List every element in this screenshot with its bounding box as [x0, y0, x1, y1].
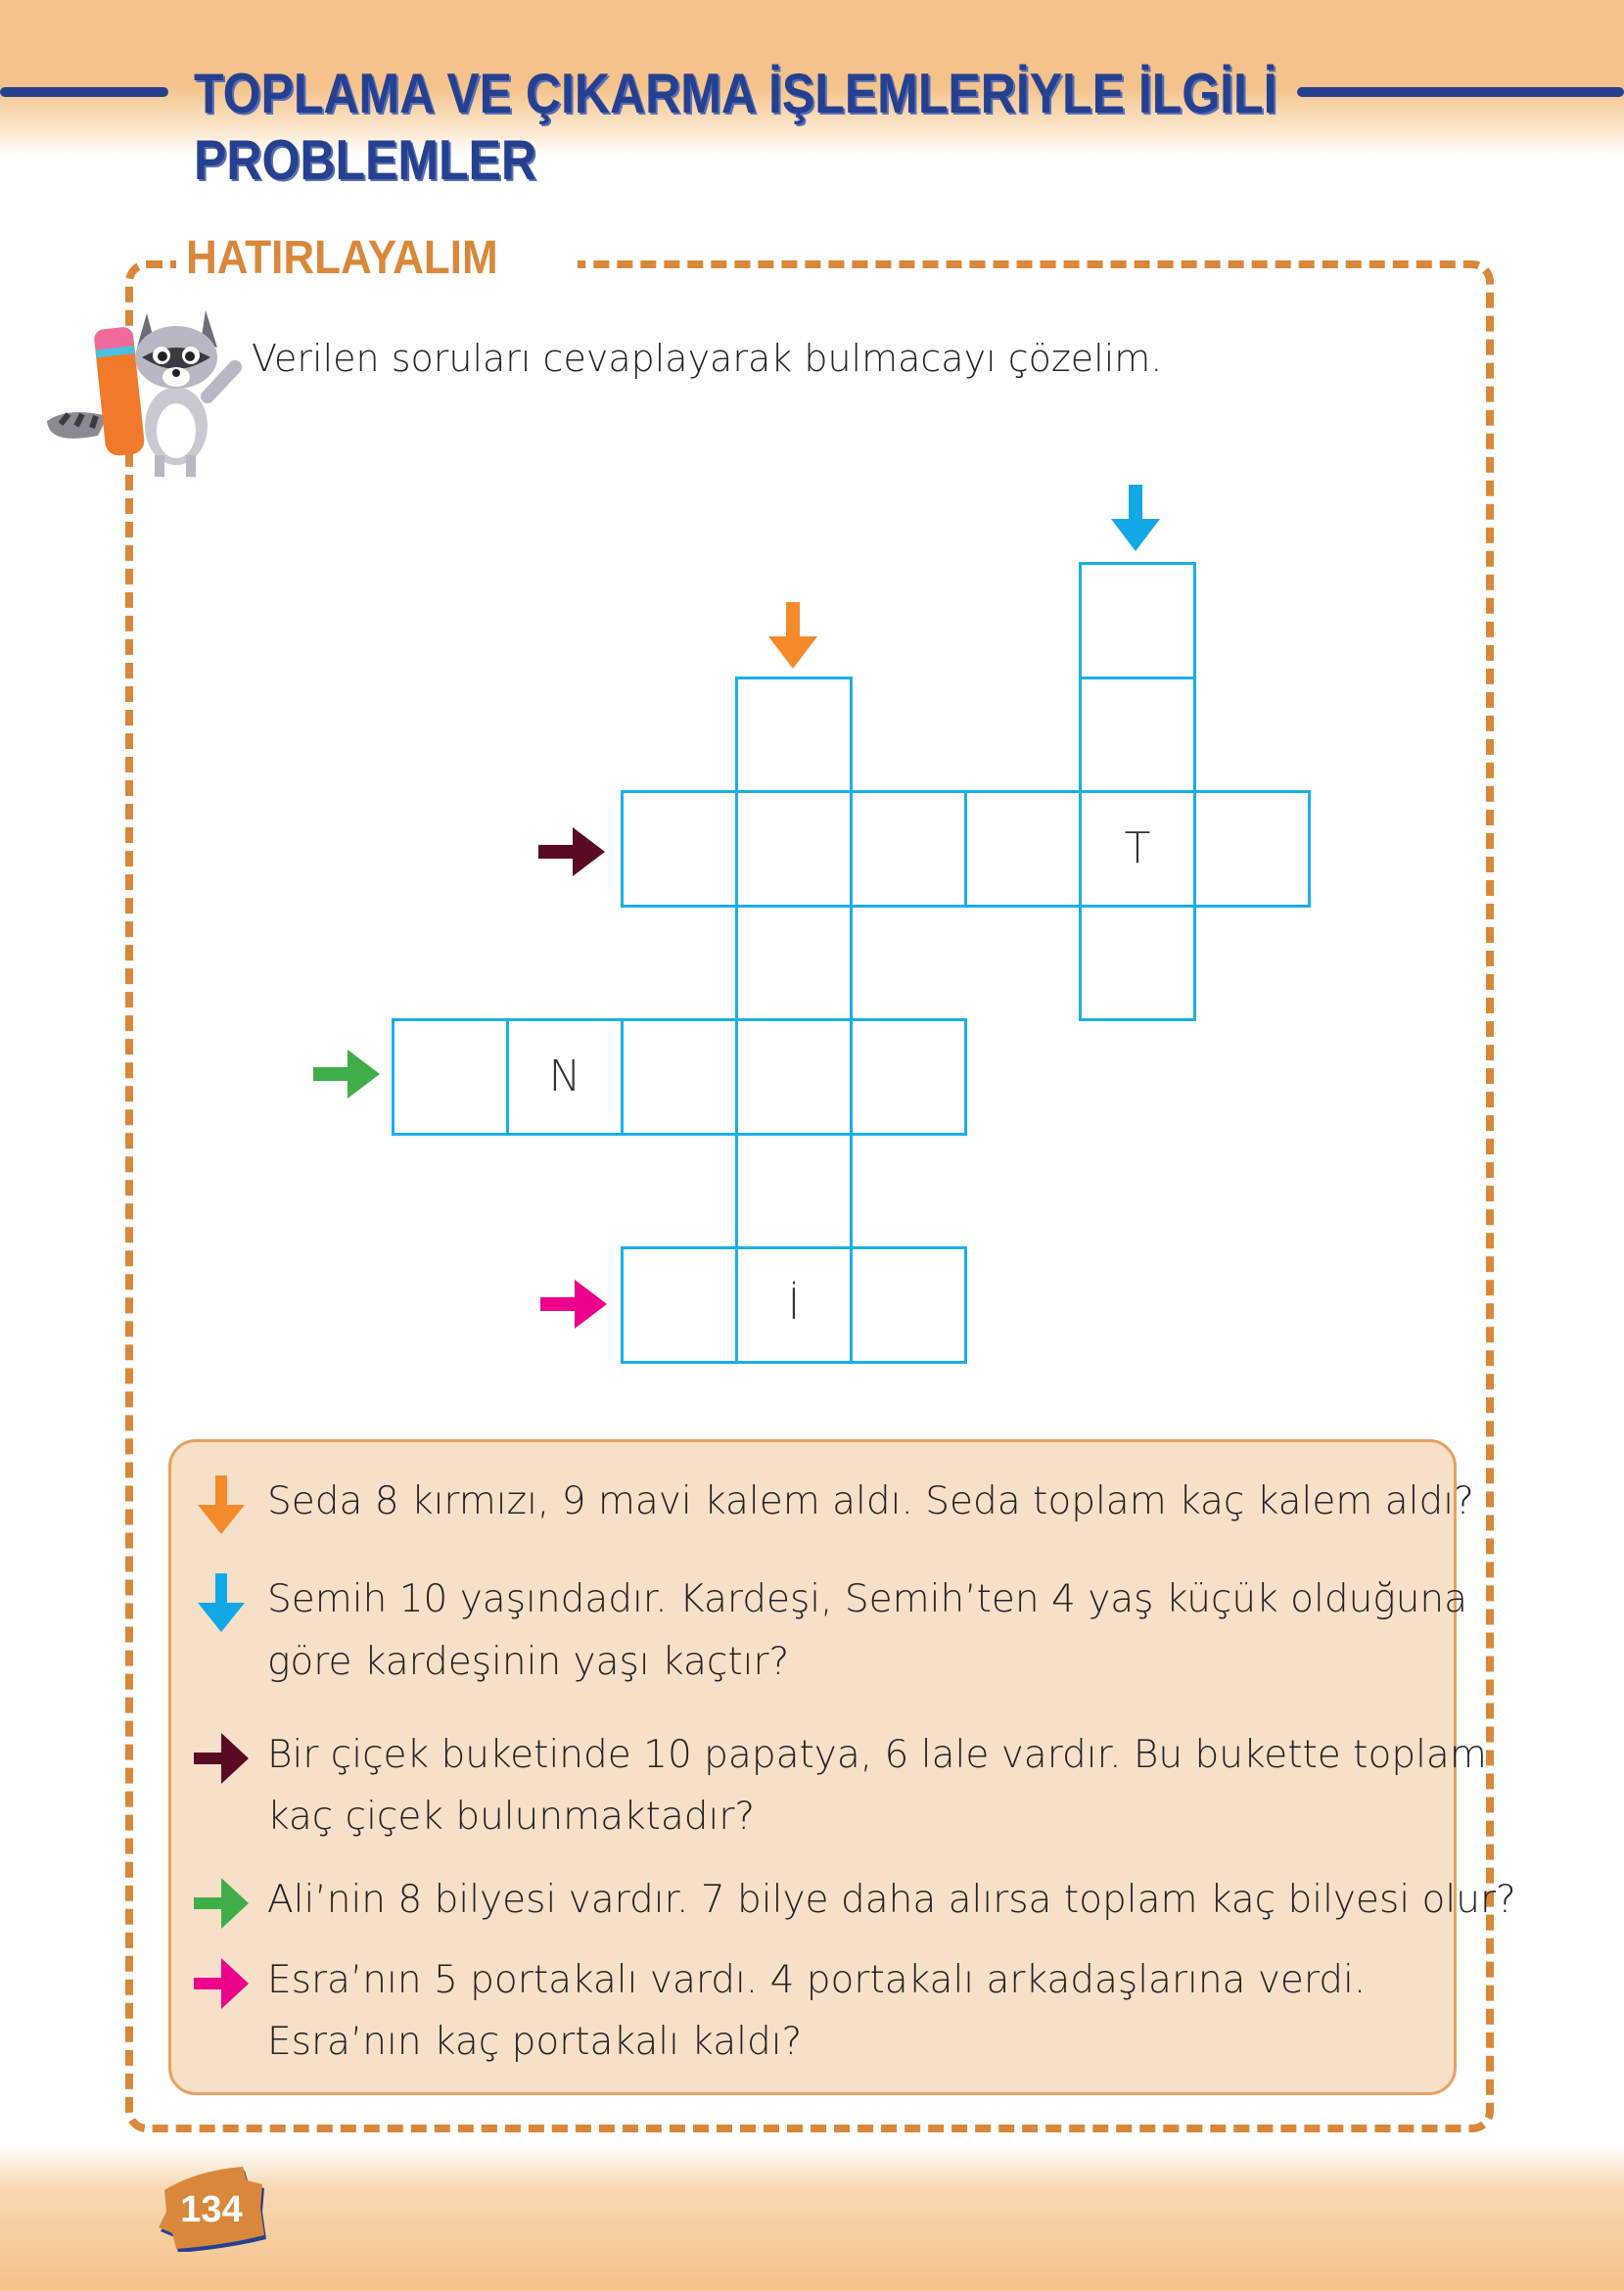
orange-down-arrow-icon — [764, 602, 822, 671]
crossword-cell[interactable] — [735, 905, 853, 1022]
crossword-cell[interactable] — [506, 1018, 624, 1136]
crossword-cell[interactable] — [850, 790, 967, 908]
maroon-right-arrow-icon — [538, 822, 607, 881]
crossword-cell[interactable] — [1079, 677, 1196, 794]
pink-right-arrow-icon — [194, 1954, 249, 2013]
crossword-cell[interactable] — [735, 1246, 853, 1364]
crossword-cell[interactable] — [735, 790, 853, 908]
clue-text: Ali’nin 8 bilyesi vardır. 7 bilye daha alırsa toplam kaç bilyesi olur? — [267, 1878, 1516, 1922]
crossword-cell[interactable] — [1079, 790, 1196, 908]
raccoon-mascot-icon — [39, 299, 245, 480]
given-letter: T — [1124, 823, 1151, 874]
blue-down-arrow-icon — [194, 1573, 249, 1632]
page-title-line1: TOPLAMA VE ÇIKARMA İŞLEMLERİYLE İLGİLİ — [194, 62, 1277, 125]
page-number-badge — [157, 2159, 269, 2252]
crossword-cell[interactable] — [1079, 562, 1196, 679]
crossword-cell[interactable] — [392, 1018, 509, 1136]
clue-text: Bir çiçek buketinde 10 papatya, 6 lale vardır. Bu bukette toplam — [267, 1733, 1487, 1777]
section-title: HATIRLAYALIM — [186, 231, 498, 284]
header-line-right — [1297, 87, 1624, 97]
orange-down-arrow-icon — [194, 1475, 249, 1534]
maroon-right-arrow-icon — [194, 1729, 249, 1788]
pink-right-arrow-icon — [540, 1275, 609, 1333]
crossword-cell[interactable] — [735, 677, 853, 794]
page-number: 134 — [180, 2189, 243, 2230]
crossword-cell[interactable] — [735, 1018, 853, 1136]
green-right-arrow-icon — [194, 1874, 249, 1933]
crossword-cell[interactable] — [1193, 790, 1311, 908]
given-letter: İ — [787, 1280, 801, 1331]
clue-text: kaç çiçek bulunmaktadır? — [267, 1795, 756, 1839]
header-line-left — [0, 87, 168, 97]
crossword-cell[interactable] — [735, 1133, 853, 1250]
clue-text: Esra’nın 5 portakalı vardı. 4 portakalı arkadaşlarına verdi. — [267, 1958, 1367, 2002]
crossword-cell[interactable] — [850, 1246, 967, 1364]
blue-down-arrow-icon — [1106, 485, 1165, 553]
clue-text: Esra’nın kaç portakalı kaldı? — [267, 2020, 803, 2064]
crossword-cell[interactable] — [621, 1246, 738, 1364]
page-title-line2: PROBLEMLER — [194, 128, 536, 192]
clue-text: Seda 8 kırmızı, 9 mavi kalem aldı. Seda toplam kaç kalem aldı? — [267, 1479, 1474, 1523]
clue-text: Semih 10 yaşındadır. Kardeşi, Semih’ten 4 yaş küçük olduğuna — [267, 1577, 1468, 1621]
crossword-cell[interactable] — [621, 790, 738, 908]
clue-text: göre kardeşinin yaşı kaçtır? — [267, 1640, 790, 1684]
crossword-cell[interactable] — [964, 790, 1082, 908]
given-letter: N — [548, 1052, 581, 1102]
instruction-text: Verilen soruları cevaplayarak bulmacayı çözelim. — [252, 337, 1163, 380]
crossword-cell[interactable] — [1079, 905, 1196, 1022]
green-right-arrow-icon — [313, 1045, 382, 1103]
crossword-cell[interactable] — [621, 1018, 738, 1136]
crossword-cell[interactable] — [850, 1018, 967, 1136]
